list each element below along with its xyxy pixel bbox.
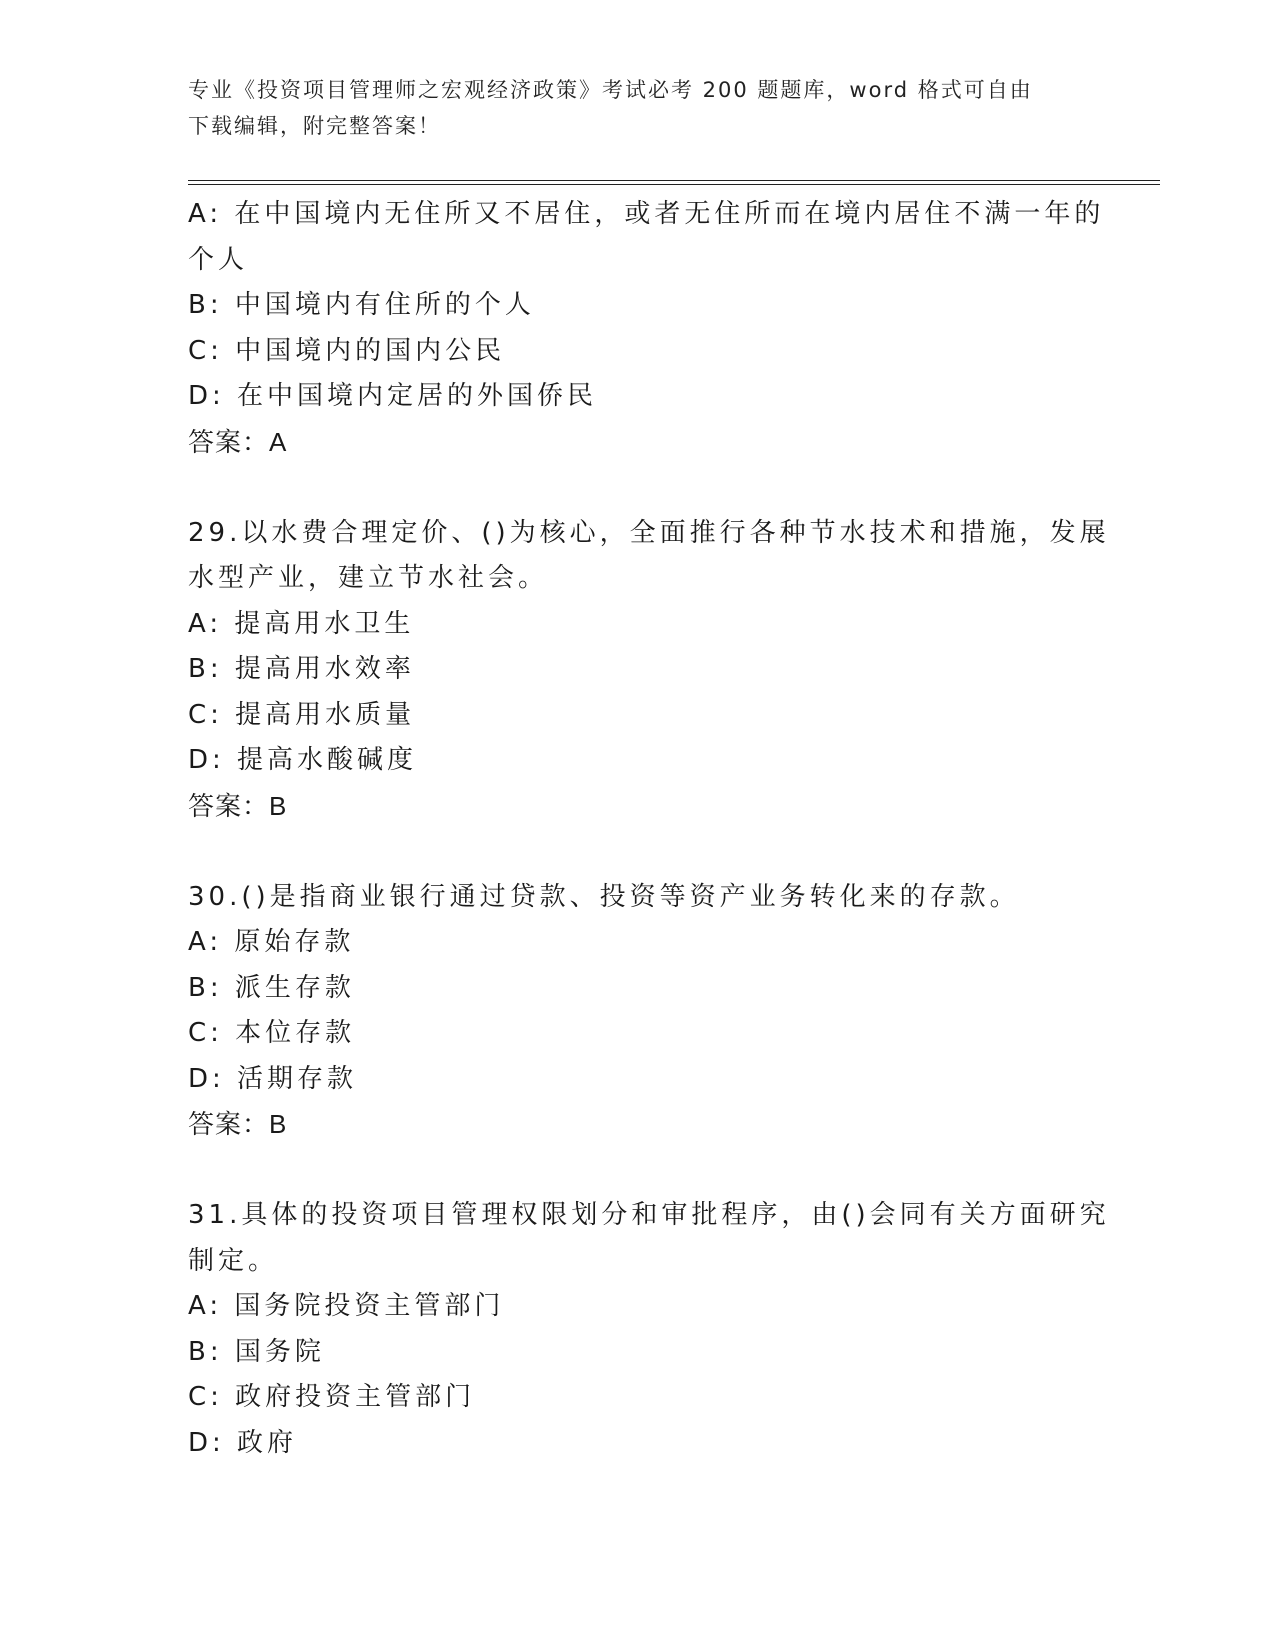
question-stem-continued: 制定。 — [188, 1245, 279, 1276]
option-d: D: 提高水酸碱度 — [188, 745, 418, 775]
question-stem: 31.具体的投资项目管理权限划分和审批程序，由()会同有关方面研究 — [188, 1200, 1110, 1230]
option-a-continued: 个人 — [188, 244, 249, 275]
header-rule-bottom — [188, 184, 1160, 185]
option-d: D: 政府 — [188, 1427, 298, 1458]
option-d: D: 在中国境内定居的外国侨民 — [188, 381, 598, 411]
option-a: A: 原始存款 — [188, 927, 355, 957]
spacer — [188, 465, 1088, 511]
question-28-fragment — [188, 192, 1105, 465]
option-b: B: 派生存款 — [188, 972, 355, 1003]
answer: 答案：B — [188, 1109, 288, 1139]
question-stem-continued: 水型产业，建立节水社会。 — [188, 563, 549, 593]
header-line-2: 下载编辑，附完整答案！ — [188, 114, 441, 138]
option-c: C: 本位存款 — [188, 1018, 356, 1048]
option-b: B: 中国境内有住所的个人 — [188, 290, 535, 320]
document-header — [188, 72, 1088, 144]
option-c: C: 中国境内的国内公民 — [188, 335, 506, 366]
option-b: B: 国务院 — [188, 1336, 325, 1367]
question-29 — [188, 511, 1110, 830]
question-list — [188, 192, 1110, 1466]
option-d: D: 活期存款 — [188, 1063, 358, 1094]
option-a: A: 提高用水卫生 — [188, 608, 415, 639]
question-31 — [188, 1193, 1110, 1466]
option-c: C: 提高用水质量 — [188, 699, 416, 730]
option-a: A: 在中国境内无住所又不居住，或者无住所而在境内居住不满一年的 — [188, 199, 1105, 229]
answer: 答案：B — [188, 790, 288, 821]
header-line-1: 专业《投资项目管理师之宏观经济政策》考试必考 200 题题库，word 格式可自由 — [188, 78, 1033, 102]
question-stem: 29.以水费合理定价、()为核心，全面推行各种节水技术和措施，发展 — [188, 517, 1110, 548]
answer: 答案：A — [188, 426, 288, 457]
spacer — [188, 1148, 1088, 1194]
option-b: B: 提高用水效率 — [188, 654, 415, 684]
question-30 — [188, 875, 1088, 1148]
option-a: A: 国务院投资主管部门 — [188, 1291, 505, 1321]
header-rule-top — [188, 180, 1160, 181]
option-c: C: 政府投资主管部门 — [188, 1382, 476, 1412]
spacer — [188, 829, 1088, 875]
question-stem: 30.()是指商业银行通过贷款、投资等资产业务转化来的存款。 — [188, 881, 1020, 912]
